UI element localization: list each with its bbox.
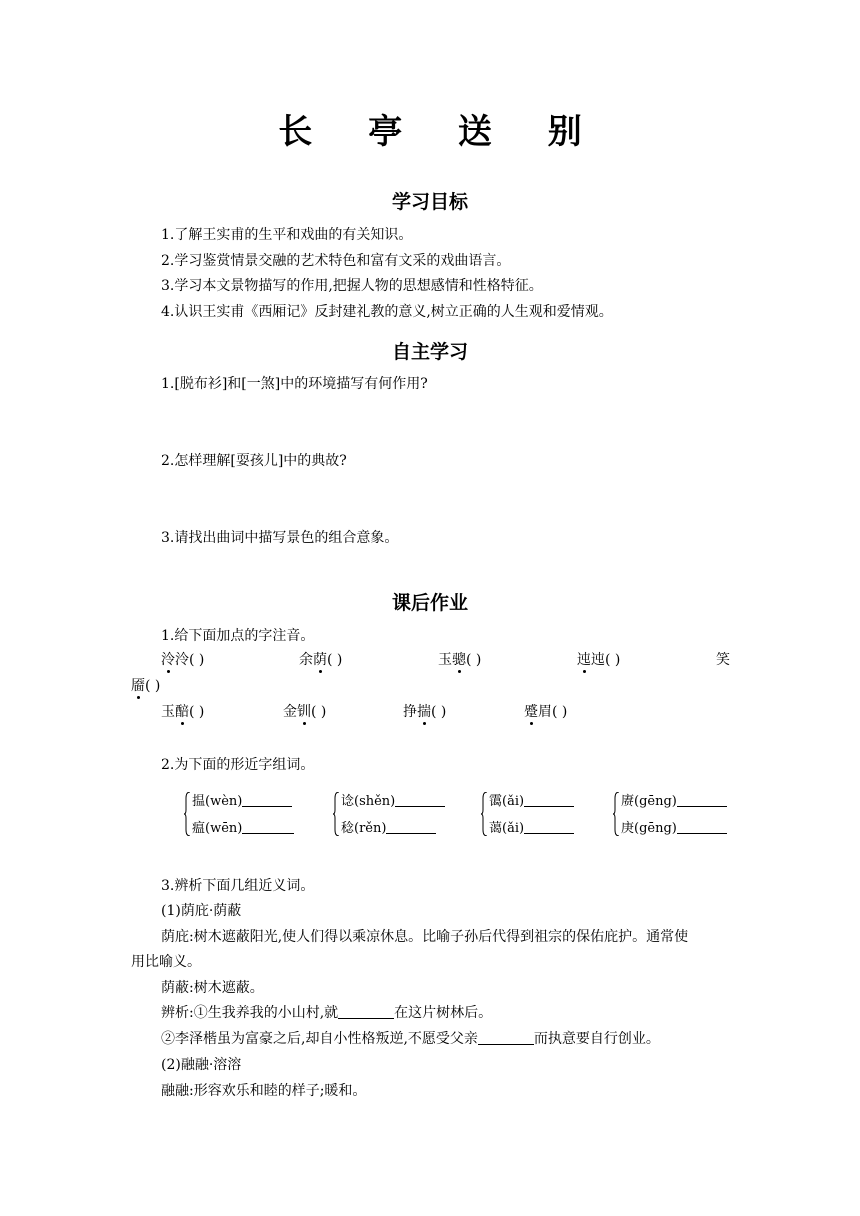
self-study-question-2: 2.怎样理解[耍孩儿]中的典故?: [161, 453, 347, 469]
answer-blank[interactable]: [478, 1030, 534, 1045]
homework-question-1: 1.给下面加点的字注音。: [161, 628, 315, 644]
answer-blank[interactable]: [524, 792, 574, 807]
definition-yinbi-line-2: 用比喻义。: [131, 954, 201, 970]
answer-blank[interactable]: [677, 819, 727, 834]
pinyin-item-1: 泠泠( ): [161, 652, 205, 668]
pinyin-item-3: 玉骢( ): [438, 652, 482, 668]
brace-icon: [333, 792, 339, 836]
homework-question-2: 2.为下面的形近字组词。: [161, 757, 315, 773]
answer-blank[interactable]: [338, 1004, 394, 1019]
goal-item-1: 1.了解王实甫的生平和戏曲的有关知识。: [161, 227, 413, 243]
section-heading-goals: 学习目标: [391, 191, 468, 213]
answer-blank[interactable]: [242, 792, 292, 807]
self-study-question-3: 3.请找出曲词中描写景色的组合意象。: [161, 530, 399, 546]
definition-yinbi-2: 荫蔽:树木遮蔽。: [161, 980, 264, 996]
answer-blank[interactable]: [524, 819, 574, 834]
section-heading-self-study: 自主学习: [391, 341, 468, 363]
goal-item-2: 2.学习鉴赏情景交融的艺术特色和富有文采的戏曲语言。: [161, 253, 511, 269]
pinyin-item-2: 余荫( ): [299, 652, 343, 668]
char-group-3-bottom: 蔼(ǎi): [489, 821, 525, 836]
subquestion-1-title: (1)荫庇·荫蔽: [161, 903, 242, 919]
goal-item-4: 4.认识王实甫《西厢记》反封建礼教的意义,树立正确的人生观和爱情观。: [161, 304, 613, 320]
homework-question-3: 3.辨析下面几组近义词。: [161, 878, 315, 894]
subquestion-2-title: (2)融融·溶溶: [161, 1057, 242, 1073]
answer-blank[interactable]: [242, 819, 294, 834]
answer-blank[interactable]: [386, 819, 436, 834]
char-group-3-top: 霭(ǎi): [489, 794, 525, 809]
char-group-1-top: 揾(wèn): [192, 794, 243, 809]
char-group-4-bottom: 庚(gēng): [621, 821, 677, 836]
page-title: 长 亭 送 别: [278, 112, 604, 152]
pinyin-item-5-end: 靥( ): [131, 678, 161, 694]
char-group-2-top: 谂(shěn): [341, 794, 396, 809]
self-study-question-1: 1.[脱布衫]和[一煞]中的环境描写有何作用?: [161, 376, 428, 392]
answer-blank[interactable]: [677, 792, 727, 807]
analysis-sentence-1: 辨析:①生我养我的小山村,就 在这片树林后。: [161, 1005, 493, 1021]
pinyin-item-4: 迍迍( ): [577, 652, 621, 668]
analysis-sentence-2: ②李泽楷虽为富豪之后,却自小性格叛逆,不愿受父亲 而执意要自行创业。: [161, 1031, 660, 1047]
pinyin-item-9: 蹙眉( ): [524, 704, 568, 720]
brace-icon: [613, 792, 619, 836]
char-group-1-bottom: 瘟(wēn): [192, 821, 243, 836]
pinyin-item-6: 玉醅( ): [161, 704, 205, 720]
brace-icon: [481, 792, 487, 836]
section-heading-homework: 课后作业: [391, 592, 468, 614]
brace-icon: [184, 792, 190, 836]
pinyin-item-5-start: 笑: [716, 652, 730, 668]
pinyin-item-8: 挣揣( ): [403, 704, 447, 720]
char-group-2-bottom: 稔(rěn): [341, 821, 387, 836]
definition-yinbi-line-1: 荫庇:树木遮蔽阳光,使人们得以乘凉休息。比喻子孙后代得到祖宗的保佑庇护。通常使: [161, 929, 689, 945]
pinyin-item-7: 金钏( ): [283, 704, 327, 720]
goal-item-3: 3.学习本文景物描写的作用,把握人物的思想感情和性格特征。: [161, 278, 543, 294]
char-group-4-top: 赓(gēng): [621, 794, 677, 809]
definition-rongrong: 融融:形容欢乐和睦的样子;暖和。: [161, 1083, 367, 1099]
answer-blank[interactable]: [395, 792, 445, 807]
